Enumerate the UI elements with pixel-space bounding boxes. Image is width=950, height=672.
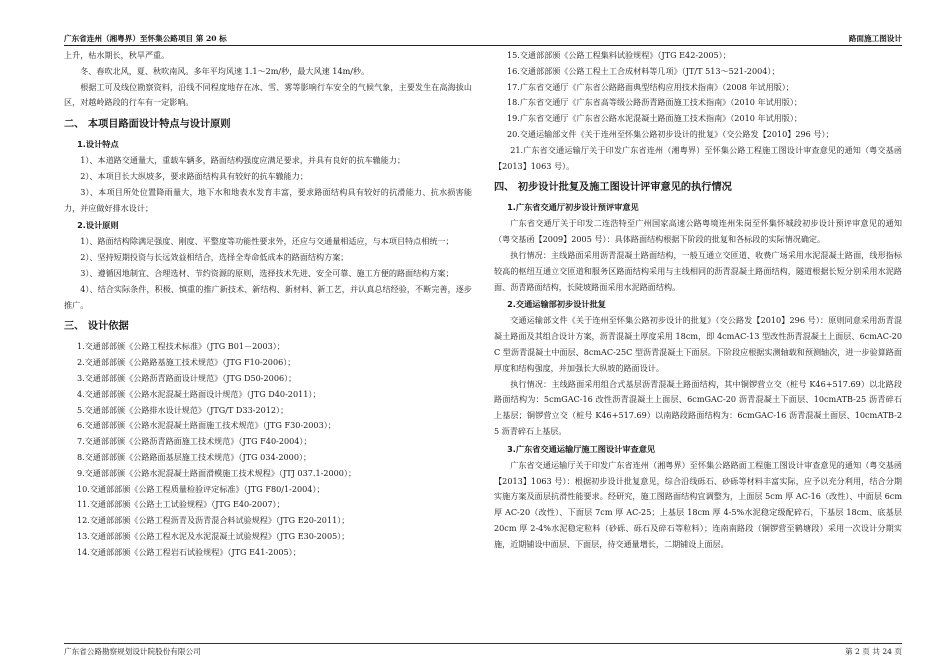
reference-item: 16.交通部部颁《公路工程土工合成材料等几项》（JT/T 513～521-2004）； [506, 65, 780, 76]
subheading-preliminary-review: 1.广东省交通厅初步设计预评审意见 [507, 202, 639, 213]
right-column [494, 48, 902, 553]
reference-item: 20.交通运输部文件《关于连州至怀集公路初步设计的批复》（交公路发【2010】296 号）； [506, 128, 834, 139]
reference-item: 15.交通部部颁《公路工程集料试验规程》（JTG E42-2005）； [506, 50, 731, 60]
list-item: 2）、本项目长大纵坡多，要求路面结构具有较好的抗车辙能力； [80, 170, 308, 181]
reference-item: 3.交通部部颁《公路沥青路面设计规范》（JTG D50-2006）； [76, 372, 297, 383]
list-item: 1）、路面结构除满足强度、刚度、平整度等功能性要求外，还应与交通量相适应，与本项目特点相统一； [80, 236, 454, 247]
subheading-construction-review: 3.广东省交通运输厅施工图设计审查意见 [507, 443, 656, 454]
reference-item: 12.交通部部颁《公路工程沥青及沥青混合料试验规程》（JTG E20-2011）； [76, 515, 350, 526]
reference-item: 8.交通部部颁《公路路面基层施工技术规范》（JTG 034-2000）； [76, 451, 312, 462]
footer-company: 广东省公路勘察规划设计院股份有限公司 [64, 647, 201, 656]
reference-item: 11.交通部部颁《公路土工试验规程》（JTG E40-2007）； [76, 499, 285, 510]
subheading-design-features: 1.设计特点 [77, 139, 119, 150]
list-item: 3）、遵循因地制宜、合理选材、节约资源的原则，选择技术先进、安全可靠、施工方便的路面结构方案； [80, 267, 454, 278]
list-item: 2）、坚持短期投资与长远效益相结合，选择全寿命低成本的路面结构方案； [80, 252, 349, 263]
reference-item: 17.广东省交通厅《广东省公路路面典型结构应用技术指南》（2008 年试用版）； [506, 81, 794, 92]
section-heading-2: 二、 本项目路面设计特点与设计原则 [64, 119, 231, 131]
reference-item: 21.广东省交通运输厅关于印发广东省连州（湘粤界）至怀集公路工程施工图设计审查意见的通知（粤交基函【2013】1063 号）。 [494, 144, 902, 171]
reference-item: 18.广东省交通厅《广东省高等级公路沥青路面施工技术指南》（2010 年试用版）； [506, 97, 802, 108]
section-heading-4: 四、 初步设计批复及施工图设计评审意见的执行情况 [494, 182, 732, 194]
reference-item: 2.交通部部颁《公路路基施工技术规范》（JTG F10-2006）； [76, 357, 296, 368]
paragraph: 执行情况：主线路面采用组合式基层沥青混凝土路面结构，其中铜锣营立交（桩号 K46+517.69）以北路段路面结构为：5cmGAC-16 改性沥青混凝土上面层、6cmGAC-20 沥青混凝土下面层、10cmATB-25 沥青碎石上基层；铜锣营立交（桩号 K46+517.69）以南路段路面结构为：6cmGAC-16 沥青混凝土面层、10cmATB-25 沥青碎石上基层。 [494, 378, 902, 436]
list-item: 4）、结合实际条件，积极、慎重的推广新技术、新结构、新材料、新工艺，并认真总结经验，不断完善，逐步推广。 [64, 283, 472, 310]
paragraph: 交通运输部文件《关于连州至怀集公路初步设计的批复》（交公路发【2010】296 号）：原则同意采用沥青混凝土路面及其组合设计方案，沥青混凝土厚度采用 18cm，即 4cmAC-13 型改性沥青混凝土上面层、6cmAC-20C 型沥青混凝土中面层、8cmAC-25C 型沥青混凝土下面层。下阶段应根据实测轴载和预测轴次，进一步验算路面厚度和结构强度，并加强长大纵坡的路面设计。 [494, 315, 902, 373]
reference-item: 1.交通部部颁《公路工程技术标准》（JTG B01－2003）； [76, 341, 285, 352]
section-heading-3: 三、 设计依据 [64, 321, 129, 333]
reference-item: 14.交通部部颁《公路工程岩石试验规程》（JTG E41-2005）； [76, 546, 301, 557]
reference-item: 4.交通部部颁《公路水泥混凝土路面设计规范》（JTG D40-2011）； [76, 388, 321, 399]
reference-item: 13.交通部部颁《公路工程水泥及水泥混凝土试验规程》（JTG E30-2005）； [76, 530, 350, 541]
header-project-title: 广东省连州（湘粤界）至怀集公路项目 第 20 标 [64, 34, 227, 43]
reference-item: 5.交通部部颁《公路排水设计规范》（JTG/T D33-2012）； [76, 404, 289, 415]
reference-item: 10.交通部部颁《公路工程质量检验评定标准》（JTG F80/1-2004）； [76, 483, 325, 494]
reference-item: 9.交通部部颁《公路水泥混凝土路面滑模施工技术规程》（JTJ 037.1-2000）； [76, 467, 357, 478]
footer-page-number: 第 2 页 共 24 页 [845, 647, 902, 656]
reference-item: 7.交通部部颁《公路沥青路面施工技术规范》（JTG F40-2004）； [76, 436, 312, 447]
reference-item: 6.交通部部颁《公路水泥混凝土路面施工技术规范》（JTG F30-2003）； [76, 420, 336, 431]
subheading-design-principles: 2.设计原则 [77, 220, 119, 231]
subheading-ministry-approval: 2.交通运输部初步设计批复 [507, 299, 606, 310]
paragraph: 根据工可及线位勘察资料，沿线不同程度地存在冰、雪、雾等影响行车安全的气候气象，主要发生在高海拔山区，对越岭路段的行车有一定影响。 [64, 81, 472, 108]
header-section-title: 路面施工图设计 [848, 34, 902, 43]
paragraph: 广东省交通运输厅关于印发广东省连州（湘粤界）至怀集公路路面工程施工图设计审查意见的通知（粤交基函【2013】1063 号）：根据初步设计批复意见，综合沿线砾石、砂砾等材料丰富实际，应予以充分利用，结合分期实施方案及面层抗滑性能要求。经研究，施工图路面结构宜调整为，上面层 5cm 厚 AC-16（改性）、中面层 6cm 厚 AC-20（改性）、下面层 7cm 厚 AC-25；上基层 18cm 厚 4-5%水泥稳定级配碎石，下基层 18cm、底基层 20cm 厚 2-4%水泥稳定粒料（砂砾、砾石及碎石等粒料）；连南南路段（铜锣营至鹤塘段）采用一次设计分期实施，近期铺设中面层、下面层，待交通量增长，二期铺设上面层。 [494, 459, 902, 549]
list-item: 3）、本项目所处位置降雨量大，地下水和地表水发育丰富，要求路面结构具有较好的抗滑能力、抗水损害能力，并应做好排水设计； [64, 186, 472, 213]
paragraph: 上升，枯水期长，秋旱严重。 [64, 50, 170, 60]
list-item: 1）、本道路交通量大，重载车辆多，路面结构强度应满足要求，并具有良好的抗车辙能力； [80, 155, 406, 166]
page-header [64, 33, 902, 46]
paragraph: 广东省交通厅关于印发二连浩特至广州国家高速公路粤境连州朱岗至怀集怀城段初步设计预评审意见的通知（粤交基函【2009】2005 号）：具体路面结构根据下阶段的批复和各标段的实际情况确定。 [494, 218, 902, 245]
left-column [64, 48, 472, 561]
reference-item: 19.广东省交通厅《广东省公路水泥混凝土路面施工技术指南》（2010 年试用版）； [506, 113, 802, 124]
paragraph: 执行情况：主线路面采用沥青混凝土路面结构，一般互通立交匝道、收费广场采用水泥混凝土路面，线形指标较高的枢纽互通立交匝道和服务区路面结构采用与主线相同的沥青混凝土路面结构，隧道根据长短分别采用水泥路面、沥青路面结构，长陡坡路面采用水泥路面结构。 [494, 249, 902, 292]
page-footer [64, 643, 902, 660]
paragraph: 冬、春吹北风，夏、秋吹南风。多年平均风速 1.1～2m/秒，最大风速 14m/秒。 [80, 65, 370, 76]
